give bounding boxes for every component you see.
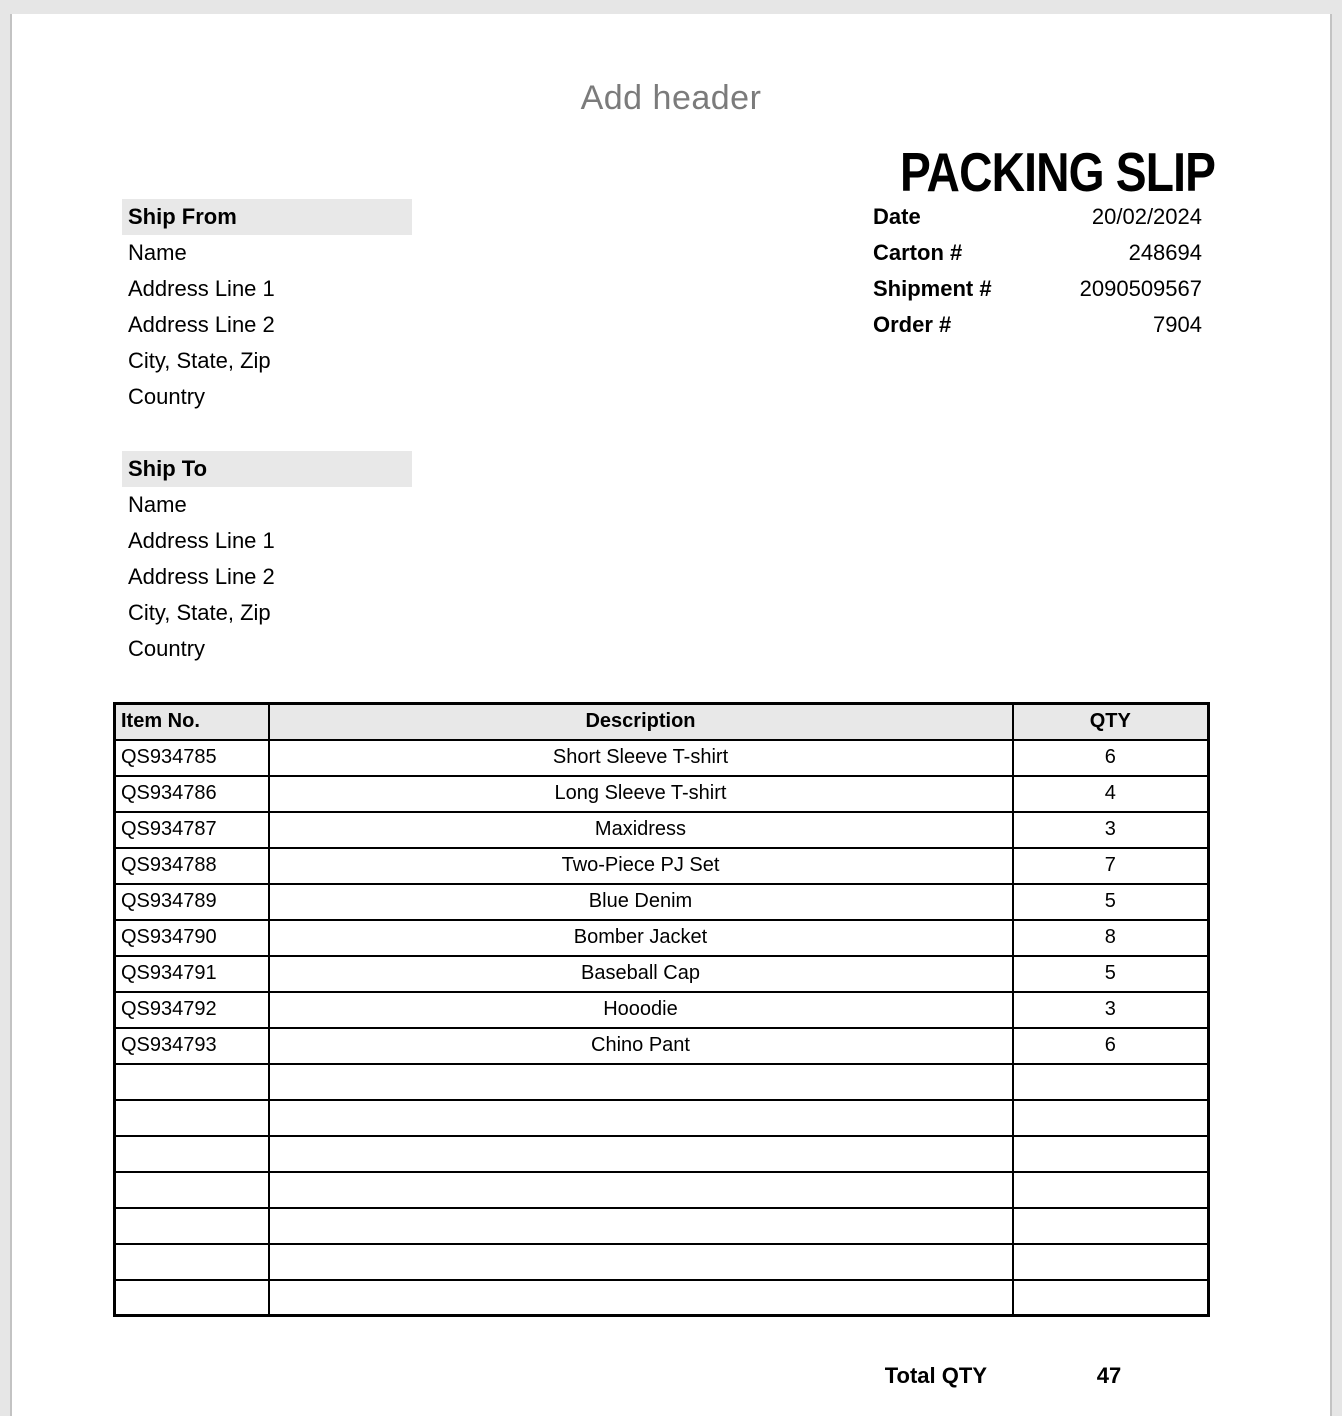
- table-header-row: [115, 704, 1209, 740]
- empty-table-row: [115, 1136, 1209, 1172]
- item-no-cell-empty[interactable]: [115, 1280, 269, 1316]
- qty-cell-empty[interactable]: [1013, 1064, 1209, 1100]
- description-cell[interactable]: Maxidress: [269, 812, 1013, 848]
- qty-cell[interactable]: 5: [1013, 884, 1209, 920]
- qty-cell-empty[interactable]: [1013, 1280, 1209, 1316]
- qty-cell[interactable]: 3: [1013, 812, 1209, 848]
- qty-cell[interactable]: 6: [1013, 1028, 1209, 1064]
- item-no-cell[interactable]: QS934787: [115, 812, 269, 848]
- ship-to-country: Country: [128, 636, 206, 661]
- description-cell-empty[interactable]: [269, 1280, 1013, 1316]
- item-no-cell-empty[interactable]: [115, 1244, 269, 1280]
- table-row: [115, 776, 1209, 812]
- item-no-cell[interactable]: QS934785: [115, 740, 269, 776]
- info-row-order: [873, 307, 1202, 343]
- item-no-header: Item No.: [115, 704, 269, 740]
- description-cell[interactable]: Long Sleeve T-shirt: [269, 776, 1013, 812]
- item-no-cell[interactable]: QS934792: [115, 992, 269, 1028]
- qty-cell-empty[interactable]: [1013, 1136, 1209, 1172]
- description-cell-empty[interactable]: [269, 1064, 1013, 1100]
- description-cell-empty[interactable]: [269, 1172, 1013, 1208]
- item-no-cell-empty[interactable]: [115, 1064, 269, 1100]
- order-label: Order #: [873, 312, 952, 337]
- total-qty-label: Total QTY: [884, 1363, 987, 1388]
- qty-cell-empty[interactable]: [1013, 1208, 1209, 1244]
- ship-from-name: Name: [128, 240, 187, 265]
- description-header: Description: [269, 704, 1013, 740]
- description-cell[interactable]: Blue Denim: [269, 884, 1013, 920]
- qty-cell[interactable]: 3: [1013, 992, 1209, 1028]
- shipment-label: Shipment #: [873, 276, 992, 301]
- ship-from-city-state-zip: City, State, Zip: [128, 348, 271, 373]
- empty-table-row: [115, 1280, 1209, 1316]
- description-cell[interactable]: Chino Pant: [269, 1028, 1013, 1064]
- ship-to-address-line-2: Address Line 2: [128, 564, 275, 589]
- item-no-cell-empty[interactable]: [115, 1172, 269, 1208]
- carton-value: 248694: [1128, 240, 1202, 265]
- description-cell-empty[interactable]: [269, 1136, 1013, 1172]
- qty-cell[interactable]: 5: [1013, 956, 1209, 992]
- table-row: [115, 956, 1209, 992]
- date-label: Date: [873, 204, 921, 229]
- qty-cell-empty[interactable]: [1013, 1244, 1209, 1280]
- shipment-info: [873, 199, 1202, 343]
- item-no-cell[interactable]: QS934793: [115, 1028, 269, 1064]
- table-row: [115, 812, 1209, 848]
- item-no-cell[interactable]: QS934786: [115, 776, 269, 812]
- ship-from-address-line-1: Address Line 1: [128, 276, 275, 301]
- qty-cell[interactable]: 6: [1013, 740, 1209, 776]
- table-row: [115, 992, 1209, 1028]
- description-cell-empty[interactable]: [269, 1244, 1013, 1280]
- ship-to-address-line-1: Address Line 1: [128, 528, 275, 553]
- document-page: [12, 14, 1330, 1416]
- items-table: [113, 702, 1210, 1317]
- ship-from-country: Country: [128, 384, 206, 409]
- description-cell[interactable]: Two-Piece PJ Set: [269, 848, 1013, 884]
- description-cell[interactable]: Baseball Cap: [269, 956, 1013, 992]
- qty-cell[interactable]: 7: [1013, 848, 1209, 884]
- description-cell-empty[interactable]: [269, 1100, 1013, 1136]
- description-cell[interactable]: Hooodie: [269, 992, 1013, 1028]
- ship-to-address: [128, 487, 528, 667]
- description-cell[interactable]: Short Sleeve T-shirt: [269, 740, 1013, 776]
- item-no-cell[interactable]: QS934791: [115, 956, 269, 992]
- date-value: 20/02/2024: [1091, 204, 1202, 229]
- order-value: 7904: [1153, 312, 1202, 337]
- ship-to-label: Ship To: [122, 451, 412, 487]
- table-row: [115, 848, 1209, 884]
- item-no-cell-empty[interactable]: [115, 1100, 269, 1136]
- description-cell-empty[interactable]: [269, 1208, 1013, 1244]
- empty-table-row: [115, 1100, 1209, 1136]
- qty-cell-empty[interactable]: [1013, 1100, 1209, 1136]
- shipment-value: 2090509567: [1079, 276, 1202, 301]
- items-table-body: [115, 740, 1209, 1316]
- table-row: [115, 1028, 1209, 1064]
- page-right-edge: [1330, 14, 1332, 1416]
- ship-to-name: Name: [128, 492, 187, 517]
- empty-table-row: [115, 1172, 1209, 1208]
- ship-from-label: Ship From: [122, 199, 412, 235]
- qty-cell[interactable]: 4: [1013, 776, 1209, 812]
- item-no-cell-empty[interactable]: [115, 1136, 269, 1172]
- empty-table-row: [115, 1064, 1209, 1100]
- page-title: PACKING SLIP: [899, 141, 1215, 203]
- table-row: [115, 920, 1209, 956]
- ship-from-address-line-2: Address Line 2: [128, 312, 275, 337]
- item-no-cell[interactable]: QS934790: [115, 920, 269, 956]
- table-row: [115, 740, 1209, 776]
- ship-from-address: [128, 235, 528, 415]
- empty-table-row: [115, 1208, 1209, 1244]
- total-qty-value: 47: [1096, 1363, 1122, 1388]
- item-no-cell[interactable]: QS934788: [115, 848, 269, 884]
- qty-cell-empty[interactable]: [1013, 1172, 1209, 1208]
- carton-label: Carton #: [873, 240, 963, 265]
- info-row-shipment: [873, 271, 1202, 307]
- qty-cell[interactable]: 8: [1013, 920, 1209, 956]
- item-no-cell-empty[interactable]: [115, 1208, 269, 1244]
- info-row-date: [873, 199, 1202, 235]
- description-cell[interactable]: Bomber Jacket: [269, 920, 1013, 956]
- ship-to-city-state-zip: City, State, Zip: [128, 600, 271, 625]
- empty-table-row: [115, 1244, 1209, 1280]
- info-row-carton: [873, 235, 1202, 271]
- add-header-placeholder[interactable]: Add header: [580, 79, 762, 117]
- item-no-cell[interactable]: QS934789: [115, 884, 269, 920]
- qty-header: QTY: [1013, 704, 1209, 740]
- table-row: [115, 884, 1209, 920]
